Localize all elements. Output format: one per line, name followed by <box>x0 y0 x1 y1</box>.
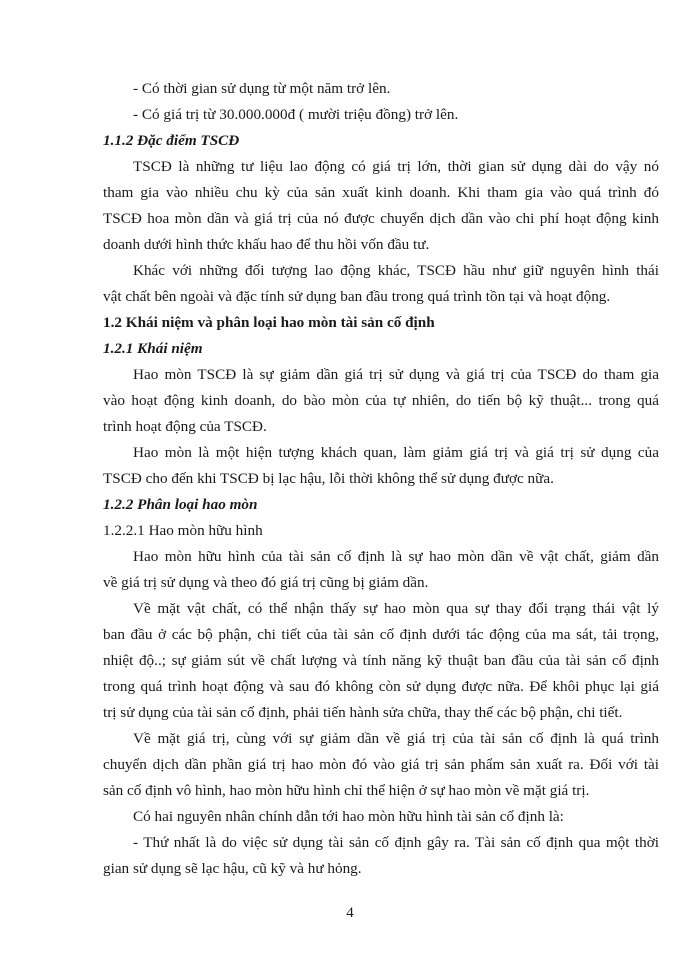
paragraph-line: trình hoạt động của TSCĐ. <box>103 418 267 435</box>
list-item: - Có giá trị từ 30.000.000đ ( mười triệu đồng) trở lên. <box>133 106 459 123</box>
paragraph-line: Hao mòn TSCĐ là sự giảm dần giá trị sử dụng và giá trị của TSCĐ do tham gia <box>133 366 659 383</box>
paragraph-line: tham gia vào nhiều chu kỳ của sản xuất kinh doanh. Khi tham gia vào quá trình đó <box>103 184 659 201</box>
list-item: gian sử dụng sẽ lạc hậu, cũ kỹ và hư hỏng. <box>103 860 362 877</box>
paragraph-line: vào hoạt động kinh doanh, do bào mòn của tự nhiên, do tiến bộ kỹ thuật... trong quá <box>103 392 659 409</box>
paragraph-line: về giá trị sử dụng và theo đó giá trị cũng bị giảm dần. <box>103 574 429 591</box>
paragraph-line: ban đầu ở các bộ phận, chi tiết của tài sản cố định dưới tác động của ma sát, tải trọng, <box>103 626 659 643</box>
paragraph-line: Về mặt vật chất, có thể nhận thấy sự hao mòn qua sự thay đổi trạng thái vật lý <box>133 600 659 617</box>
paragraph-line: vật chất bên ngoài và đặc tính sử dụng ban đầu trong quá trình tồn tại và hoạt động. <box>103 288 611 305</box>
paragraph-line: trị sử dụng của tài sản cố định, phải tiến hành sửa chữa, thay thế các bộ phận, chi tiết. <box>103 704 623 721</box>
paragraph-line: trong quá trình hoạt động và sau đó không còn sử dụng được nữa. Để khôi phục lại giá <box>103 678 659 695</box>
paragraph-line: TSCĐ là những tư liệu lao động có giá trị lớn, thời gian sử dụng dài do vậy nó <box>133 158 659 175</box>
list-item: - Thứ nhất là do việc sử dụng tài sản cố định gây ra. Tài sản cố định qua một thời <box>133 834 659 851</box>
section-heading: 1.2 Khái niệm và phân loại hao mòn tài sản cố định <box>103 314 435 331</box>
paragraph-line: Khác với những đối tượng lao động khác, TSCĐ hầu như giữ nguyên hình thái <box>133 262 659 279</box>
subsection-heading: 1.2.1 Khái niệm <box>103 340 203 357</box>
paragraph-line: sản cố định vô hình, hao mòn hữu hình chỉ thể hiện ở sự hao mòn về mặt giá trị. <box>103 782 590 799</box>
paragraph-line: Hao mòn là một hiện tượng khách quan, làm giảm giá trị và giá trị sử dụng của <box>133 444 659 461</box>
list-item: - Có thời gian sử dụng từ một năm trở lên. <box>133 80 391 97</box>
paragraph-line: TSCĐ hoa mòn dần và giá trị của nó được chuyển dịch dần vào chi phí hoạt động kinh <box>103 210 659 227</box>
subsection-heading: 1.2.2 Phân loại hao mòn <box>103 496 258 513</box>
paragraph-line: Về mặt giá trị, cùng với sự giảm dần về giá trị của tài sản cố định là quá trình <box>133 730 659 747</box>
paragraph-line: nhiệt độ..; sự giảm sút về chất lượng và tính năng kỹ thuật ban đầu của tài sản cố định <box>103 652 659 669</box>
subsubsection-heading: 1.2.2.1 Hao mòn hữu hình <box>103 522 263 539</box>
paragraph-line: Có hai nguyên nhân chính dẫn tới hao mòn hữu hình tài sản cố định là: <box>133 808 564 825</box>
paragraph-line: Hao mòn hữu hình của tài sản cố định là sự hao mòn dần về vật chất, giảm dần <box>133 548 659 565</box>
page-number: 4 <box>346 905 354 921</box>
paragraph-line: TSCĐ cho đến khi TSCĐ bị lạc hậu, lỗi thời không thể sử dụng được nữa. <box>103 470 554 487</box>
paragraph-line: chuyển dịch dần phần giá trị hao mòn đó vào giá trị sản phẩm sản xuất ra. Đối với tài <box>103 756 659 773</box>
paragraph-line: doanh dưới hình thức khấu hao để thu hồi vốn đầu tư. <box>103 236 430 253</box>
section-heading: 1.1.2 Đặc điểm TSCĐ <box>103 132 240 149</box>
